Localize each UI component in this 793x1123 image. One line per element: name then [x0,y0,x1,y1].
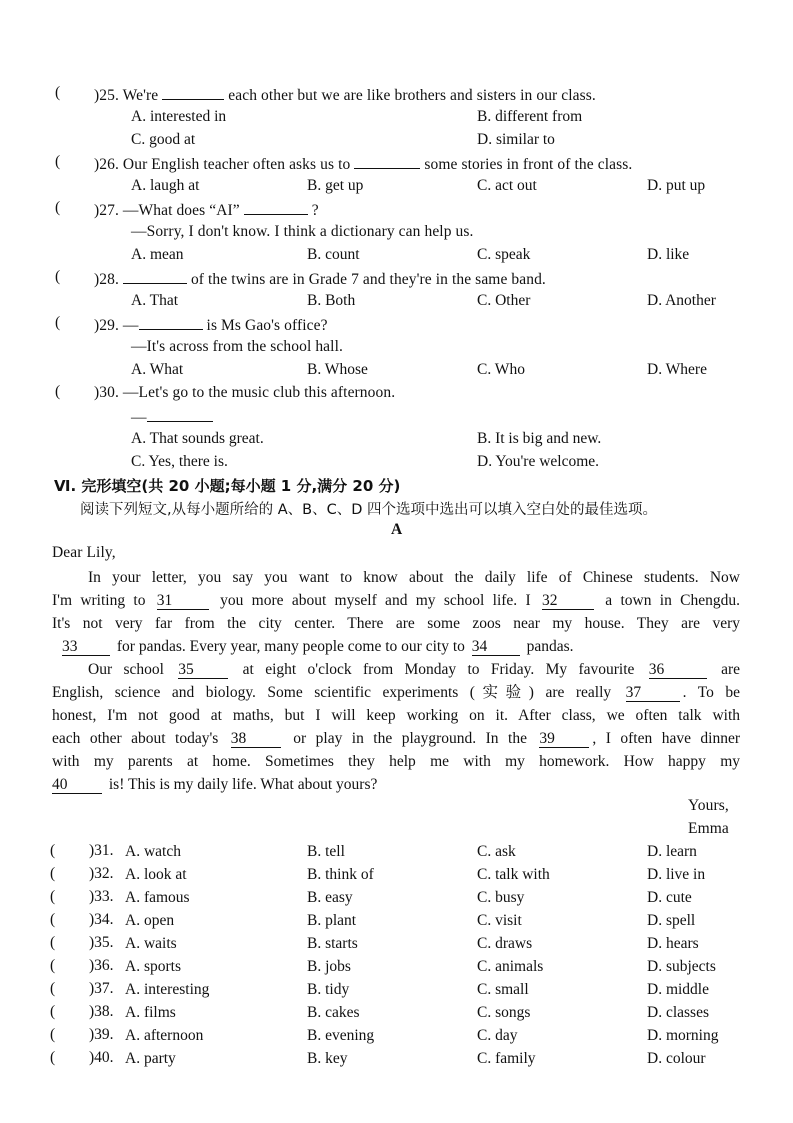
paragraph-line: In your letter, you say you want to know about the daily life of Chinese students. Now [88,569,740,586]
option-c: C. Yes, there is. [131,453,228,470]
option-b: B. jobs [307,958,351,975]
option-c: C. talk with [477,866,550,883]
question-number: )33. [89,888,114,905]
option-c: C. act out [477,177,537,194]
option-c: C. busy [477,889,525,906]
option-c: C. good at [131,131,196,148]
option-b: B. tell [307,843,345,860]
option-b: B. It is big and new. [477,430,602,447]
question-line-2: —Sorry, I don't know. I think a dictionary can help us. [131,223,474,240]
cloze-blank-39: 39 [539,731,589,748]
option-a: A. sports [125,958,181,975]
option-c: C. family [477,1050,536,1067]
option-c: C. draws [477,935,533,952]
option-b: B. Both [307,292,356,309]
paragraph-line: 33 for pandas. Every year, many people come to our city to 34 pandas. [62,638,574,655]
option-a: A. mean [131,246,184,263]
option-b: B. evening [307,1027,375,1044]
question-line-2: — [131,406,217,428]
letter-greeting: Dear Lily, [52,544,116,561]
option-c: C. day [477,1027,518,1044]
cloze-blank-35: 35 [178,662,228,679]
answer-blank [244,199,308,215]
section-instruction: 阅读下列短文,从每小题所给的 A、B、C、D 四个选项中选出可以填入空白处的最佳选项。 [80,502,657,518]
answer-paren-open: ( [50,1026,56,1043]
question-number: )36. [89,957,114,974]
question-number: )34. [89,911,114,928]
cloze-blank-32: 32 [542,593,594,610]
question-number: )31. [89,842,114,859]
answer-blank [162,84,224,100]
option-b: B. plant [307,912,357,929]
option-a: A. open [125,912,175,929]
option-d: D. colour [647,1050,706,1067]
option-c: C. ask [477,843,516,860]
cloze-blank-38: 38 [231,731,281,748]
option-d: D. like [647,246,690,263]
question-stem: )26. Our English teacher often asks us to some stories in front of the class. [94,153,632,175]
cloze-blank-34: 34 [472,639,520,656]
paragraph-line: It's not very far from the city center. There are some zoos near my house. They are very [52,615,740,632]
cloze-blank-33: 33 [62,639,110,656]
answer-paren-open: ( [55,383,61,400]
option-d: D. classes [647,1004,709,1021]
question-stem: )30. —Let's go to the music club this afternoon. [94,384,396,401]
option-c: C. songs [477,1004,531,1021]
cloze-blank-37: 37 [626,685,680,702]
answer-blank [147,406,213,422]
answer-paren-open: ( [50,957,56,974]
paragraph-line: honest, I'm not good at maths, but I will keep working on it. After class, we often talk with [52,707,740,724]
question-number: )37. [89,980,114,997]
option-d: D. put up [647,177,706,194]
option-a: A. What [131,361,184,378]
answer-paren-open: ( [50,1003,56,1020]
paragraph-line: 40 is! This is my daily life. What about yours? [52,776,378,793]
option-a: A. interested in [131,108,227,125]
option-a: A. famous [125,889,190,906]
option-b: B. Whose [307,361,368,378]
option-a: A. films [125,1004,176,1021]
paragraph-line: each other about today's 38 or play in the playground. In the 39 , I often have dinner [52,730,741,747]
letter-signature: Emma [688,820,729,837]
option-a: A. That sounds great. [131,430,264,447]
option-a: A. interesting [125,981,210,998]
option-d: D. similar to [477,131,555,148]
option-b: B. get up [307,177,364,194]
cloze-blank-40: 40 [52,777,102,794]
option-c: C. small [477,981,529,998]
option-a: A. afternoon [125,1027,204,1044]
question-line-2: —It's across from the school hall. [131,338,343,355]
letter-closing: Yours, [688,797,729,814]
answer-paren-open: ( [55,153,61,170]
option-b: B. think of [307,866,374,883]
option-a: A. look at [125,866,187,883]
question-stem: )28. of the twins are in Grade 7 and they're in the same band. [94,268,546,290]
answer-paren-open: ( [55,84,61,101]
answer-blank [354,153,420,169]
option-d: D. subjects [647,958,716,975]
passage-label: A [391,521,403,538]
answer-paren-open: ( [55,268,61,285]
option-b: B. key [307,1050,348,1067]
paragraph-line: Our school 35 at eight o'clock from Monday to Friday. My favourite 36 are [88,661,741,678]
option-c: C. Who [477,361,525,378]
option-d: D. hears [647,935,699,952]
answer-paren-open: ( [50,911,56,928]
option-a: A. party [125,1050,176,1067]
question-number: )38. [89,1003,114,1020]
option-a: A. That [131,292,179,309]
option-b: B. count [307,246,360,263]
option-c: C. Other [477,292,531,309]
option-a: A. waits [125,935,177,952]
option-a: A. watch [125,843,181,860]
answer-paren-open: ( [50,934,56,951]
option-d: D. learn [647,843,697,860]
answer-blank [139,314,203,330]
question-number: )32. [89,865,114,882]
option-b: B. starts [307,935,358,952]
option-c: C. speak [477,246,531,263]
option-b: B. different from [477,108,583,125]
option-b: B. cakes [307,1004,360,1021]
answer-paren-open: ( [50,980,56,997]
paragraph-line: English, science and biology. Some scientific experiments (实验) are really 37 . To be [52,684,740,701]
question-number: )39. [89,1026,114,1043]
question-stem: )25. We're each other but we are like brothers and sisters in our class. [94,84,596,106]
paragraph-line: I'm writing to 31 you more about myself and my school life. I 32 a town in Chengdu. [52,592,740,609]
option-d: D. live in [647,866,706,883]
option-d: D. cute [647,889,692,906]
answer-blank [123,268,187,284]
question-number: )35. [89,934,114,951]
answer-paren-open: ( [50,842,56,859]
option-d: D. morning [647,1027,719,1044]
option-d: D. Another [647,292,716,309]
answer-paren-open: ( [50,1049,56,1066]
cloze-blank-36: 36 [649,662,707,679]
question-stem: )29. — is Ms Gao's office? [94,314,328,336]
answer-paren-open: ( [55,314,61,331]
cloze-blank-31: 31 [157,593,209,610]
answer-paren-open: ( [50,865,56,882]
answer-paren-open: ( [50,888,56,905]
letter-paragraph-2 [52,658,740,796]
option-d: D. spell [647,912,696,929]
option-b: B. tidy [307,981,350,998]
option-c: C. animals [477,958,544,975]
answer-paren-open: ( [55,199,61,216]
question-number: )40. [89,1049,114,1066]
paragraph-line: with my parents at home. Sometimes they help me with my homework. How happy my [52,753,740,770]
option-c: C. visit [477,912,522,929]
option-d: D. middle [647,981,709,998]
section-title: Ⅵ. 完形填空(共 20 小题;每小题 1 分,满分 20 分) [54,477,401,495]
option-d: D. Where [647,361,707,378]
option-a: A. laugh at [131,177,200,194]
option-b: B. easy [307,889,353,906]
option-d: D. You're welcome. [477,453,600,470]
question-stem: )27. —What does “AI” ? [94,199,319,221]
letter-paragraph-1 [52,566,740,658]
